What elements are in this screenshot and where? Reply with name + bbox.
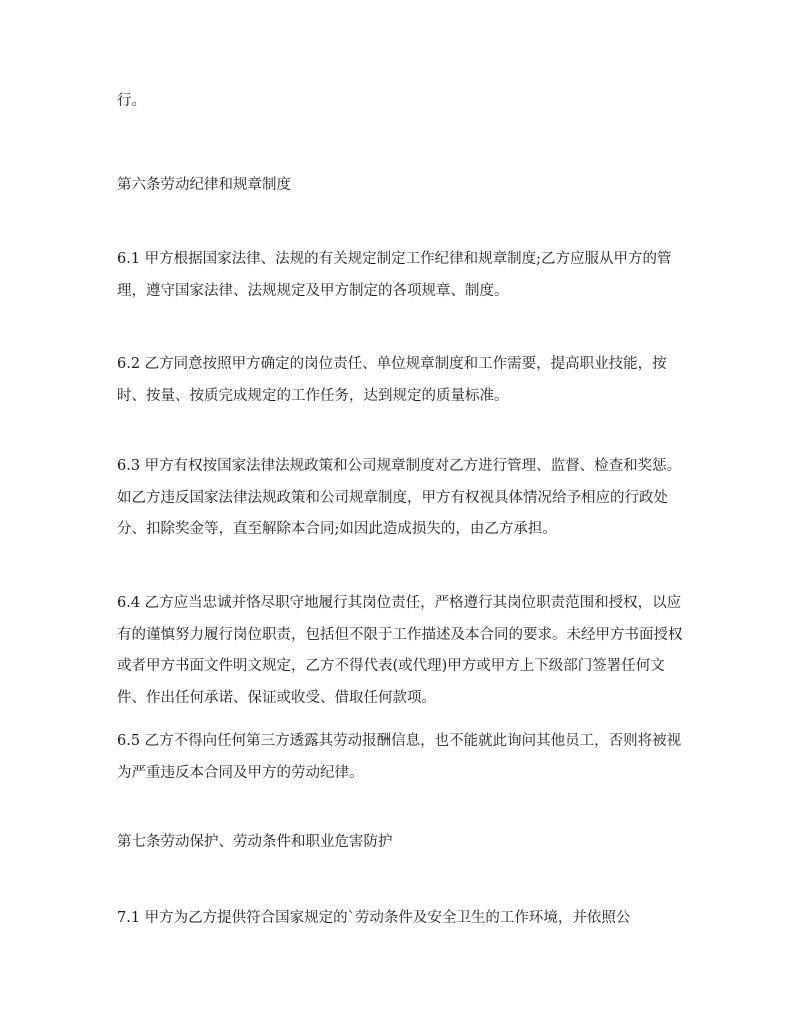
- paragraph-continuation: 行。: [117, 93, 146, 109]
- section-heading-7: 第七条劳动保护、劳动条件和职业危害防护: [117, 834, 393, 850]
- clause-6-4: 6.4 乙方应当忠诚并恪尽职守地履行其岗位责任，严格遵行其岗位职责范围和授权，以应有的谨慎努力履行岗位职责，包括但不限于工作描述及本合同的要求。未经甲方书面授权或者甲方书面文件明文规定，乙方不得代表(或代理)甲方或甲方上下级部门签署任何文件、作出任何承诺、保证或收受、借取任何款项。: [117, 595, 683, 706]
- clause-6-2: 6.2 乙方同意按照甲方确定的岗位责任、单位规章制度和工作需要，提高职业技能，按时、按量、按质完成规定的工作任务，达到规定的质量标准。: [117, 356, 667, 404]
- clause-6-3: 6.3 甲方有权按国家法律法规政策和公司规章制度对乙方进行管理、监督、检查和奖惩。如乙方违反国家法律法规政策和公司规章制度，甲方有权视具体情况给予相应的行政处分、扣除奖金等，直至解除本合同;如因此造成损失的，由乙方承担。: [117, 458, 682, 537]
- clause-7-1: 7.1 甲方为乙方提供符合国家规定的`劳动条件及安全卫生的工作环境，并依照公: [117, 910, 631, 926]
- clause-6-5: 6.5 乙方不得向任何第三方透露其劳动报酬信息，也不能就此询问其他员工，否则将被视为严重违反本合同及甲方的劳动纪律。: [117, 733, 682, 781]
- section-heading-6: 第六条劳动纪律和规章制度: [117, 177, 291, 193]
- clause-6-1: 6.1 甲方根据国家法律、法规的有关规定制定工作纪律和规章制度;乙方应服从甲方的管理，遵守国家法律、法规规定及甲方制定的各项规章、制度。: [117, 251, 672, 299]
